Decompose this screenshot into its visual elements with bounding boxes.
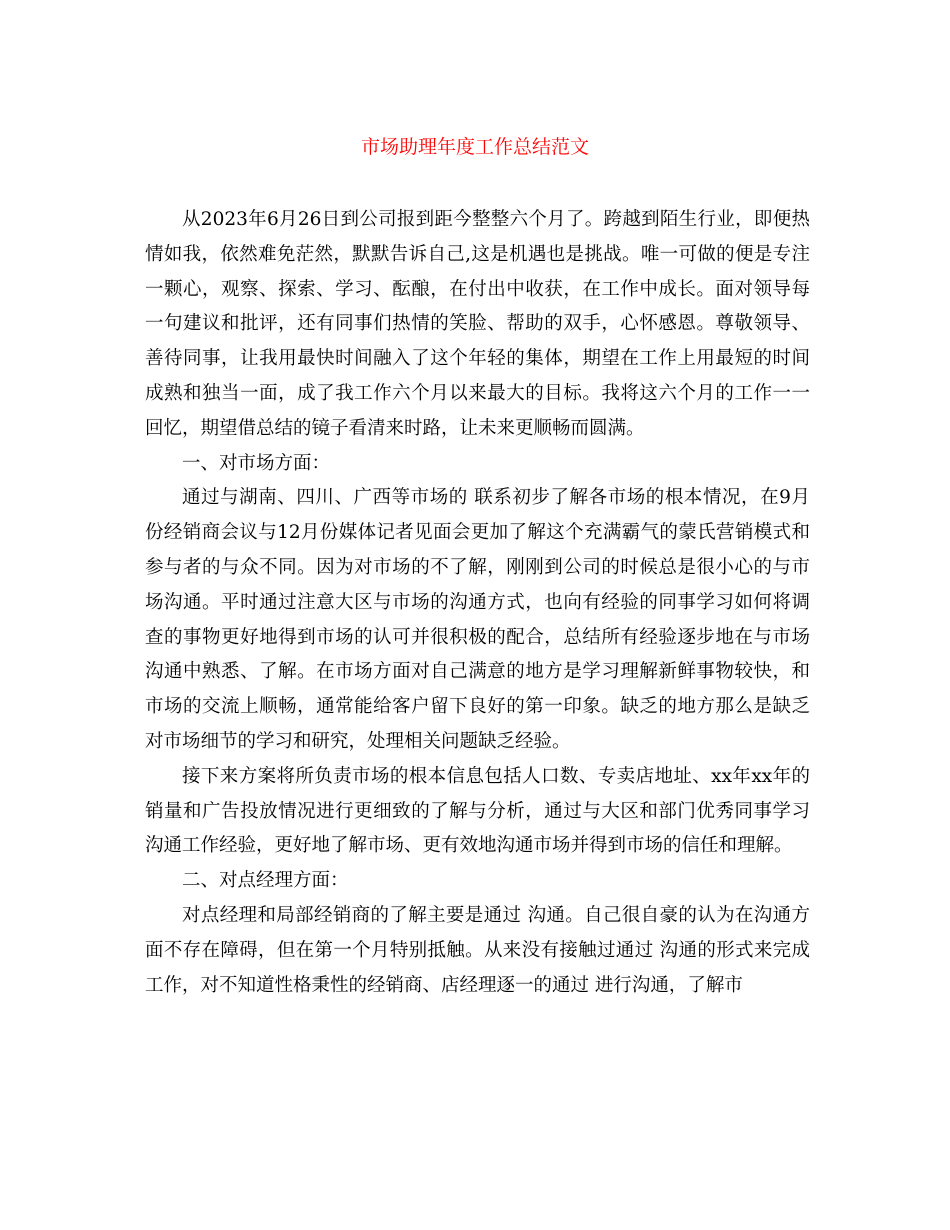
section-heading-market: 一、对市场方面： — [182, 452, 331, 474]
paragraph-market-plan: 接下来方案将所负责市场的根本信息包括人口数、专卖店地址、xx年xx年的销量和广告投放情况进行更细致的了解与分析，通过与大区和部门优秀同事学习沟通工作经验，更好地了解市场、更有效地沟通市场并得到市场的信任和理解。 — [145, 765, 810, 857]
paragraph-manager: 对点经理和局部经销商的了解主要是通过 沟通。自己很自豪的认为在沟通方面不存在障碍，但在第一个月特别抵触。从来没有接触过通过 沟通的形式来完成工作，对不知道性格秉性的经销商、店经理逐一的通过 进行沟通，了解市 — [145, 904, 810, 996]
document-body — [145, 203, 810, 1003]
paragraph-market: 通过与湖南、四川、广西等市场的 联系初步了解各市场的根本情况，在9月份经销商会议与12月份媒体记者见面会更加了解这个充满霸气的蒙氏营销模式和参与者的与众不同。因为对市场的不了解，刚刚到公司的时候总是很小心的与市场沟通。平时通过注意大区与市场的沟通方式，也向有经验的同事学习如何将调查的事物更好地得到市场的认可并很积极的配合，总结所有经验逐步地在与市场沟通中熟悉、了解。在市场方面对自己满意的地方是学习理解新鲜事物较快，和市场的交流上顺畅，通常能给客户留下良好的第一印象。缺乏的地方那么是缺乏对市场细节的学习和研究，处理相关问题缺乏经验。 — [145, 487, 810, 752]
section-heading-manager: 二、对点经理方面： — [182, 870, 349, 892]
document-title: 市场助理年度工作总结范文 — [360, 136, 589, 158]
paragraph-intro: 从2023年6月26日到公司报到距今整整六个月了。跨越到陌生行业，即便热情如我，依然难免茫然，默默告诉自己,这是机遇也是挑战。唯一可做的便是专注一颗心，观察、探索、学习、酝酿，在付出中收获，在工作中成长。面对领导每一句建议和批评，还有同事们热情的笑脸、帮助的双手，心怀感恩。尊敬领导、善待同事，让我用最快时间融入了这个年轻的集体，期望在工作上用最短的时间成熟和独当一面，成了我工作六个月以来最大的目标。我将这六个月的工作一一回忆，期望借总结的镜子看清来时路，让未来更顺畅而圆满。 — [145, 209, 810, 439]
